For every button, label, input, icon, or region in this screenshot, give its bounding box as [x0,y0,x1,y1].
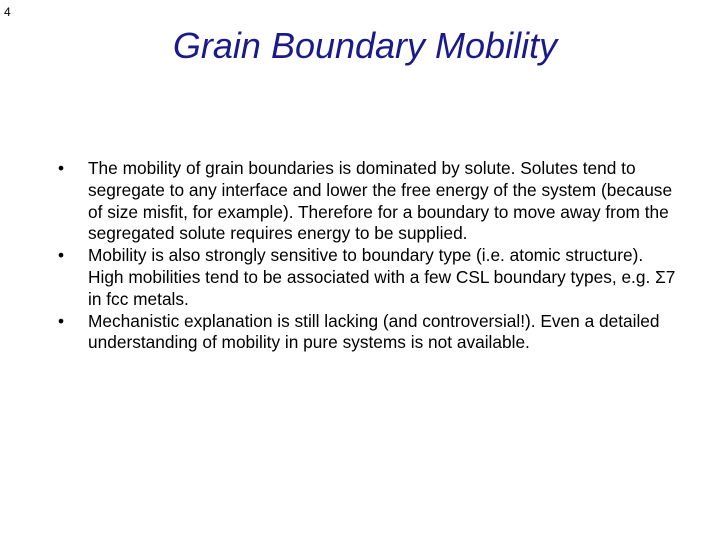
bullet-item-solute [58,158,678,245]
slide-title: Grain Boundary Mobility [172,25,558,66]
slide-number: 4 [4,5,11,19]
bullet-list [58,158,678,354]
bullet-text: Mechanistic explanation is still lacking (and controversial!). Even a detailed understanding of mobility in pure systems is not available. [88,310,660,353]
bullet-item-boundary-type [58,245,678,310]
bullet-text: Mobility is also strongly sensitive to boundary type (i.e. atomic structure). High mobilities tend to be associated with a few CSL boundary types, e.g. Σ7 in fcc metals. [88,245,676,309]
bullet-text: The mobility of grain boundaries is dominated by solute. Solutes tend to segregate to any interface and lower the free energy of the system (because of size misfit, for example). Therefore for a boundary to move away from the segregated solute requires energy to be supplied. [88,158,673,244]
bullet-icon: • [58,158,65,178]
bullet-icon: • [58,310,65,331]
bullet-icon: • [58,245,65,266]
bullet-item-mechanism [58,311,678,355]
